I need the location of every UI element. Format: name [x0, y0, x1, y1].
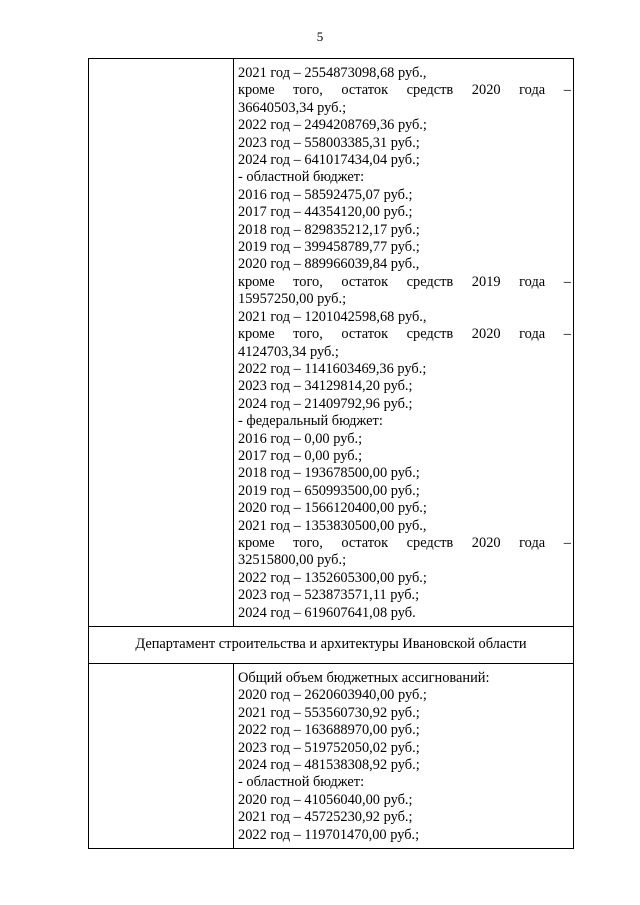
word: – — [563, 534, 571, 551]
text-line: 2020 год – 889966039,84 руб., — [238, 256, 420, 273]
word: кроме — [238, 534, 275, 551]
text-line: 2022 год – 1141603469,36 руб.; — [238, 360, 427, 377]
text-line: 2020 год – 2620603940,00 руб.; — [238, 687, 427, 704]
text-line: 2022 год – 1352605300,00 руб.; — [238, 569, 427, 586]
section-header-row — [89, 627, 574, 664]
text-line: 2019 год – 650993500,00 руб.; — [238, 482, 420, 499]
word: остаток — [341, 326, 389, 343]
budget-table — [88, 58, 574, 849]
funding-cell-2 — [234, 664, 574, 849]
word: – — [563, 273, 571, 290]
word: кроме — [238, 273, 275, 290]
word: 2020 — [471, 534, 501, 551]
text-line: 2021 год – 1353830500,00 руб., — [238, 517, 427, 534]
text-line: 2022 год – 163688970,00 руб.; — [238, 722, 420, 739]
justified-text-line — [238, 82, 571, 99]
word: остаток — [341, 273, 389, 290]
word: кроме — [238, 82, 275, 99]
text-line: 2021 год – 45725230,92 руб.; — [238, 809, 413, 826]
word: средств — [406, 326, 454, 343]
word: средств — [406, 534, 454, 551]
word: кроме — [238, 326, 275, 343]
word: средств — [406, 273, 454, 290]
text-line: 2023 год – 519752050,02 руб.; — [238, 739, 420, 756]
empty-left-cell — [89, 664, 234, 849]
word: того, — [293, 326, 323, 343]
section-header: Департамент строительства и архитектуры Ивановской области — [89, 627, 574, 664]
word: средств — [406, 82, 454, 99]
text-line: 2017 год – 0,00 руб.; — [238, 447, 363, 464]
text-line: 2024 год – 619607641,08 руб. — [238, 604, 416, 621]
word: того, — [293, 534, 323, 551]
text-line: 2021 год – 553560730,92 руб.; — [238, 704, 420, 721]
text-line: Общий объем бюджетных ассигнований: — [238, 670, 490, 686]
text-line: 2019 год – 399458789,77 руб.; — [238, 239, 420, 256]
justified-text-line — [238, 535, 571, 552]
word: того, — [293, 273, 323, 290]
word: 2019 — [471, 273, 501, 290]
table-row — [89, 59, 574, 627]
text-line: 32515800,00 руб.; — [238, 552, 347, 569]
text-line: 2016 год – 0,00 руб.; — [238, 430, 363, 447]
text-line: 36640503,34 руб.; — [238, 99, 347, 116]
text-line: 15957250,00 руб.; — [238, 291, 347, 308]
justified-text-line — [238, 326, 571, 343]
page-number: 5 — [316, 29, 324, 44]
text-line: 2022 год – 119701470,00 руб.; — [238, 826, 420, 843]
justified-text-line — [238, 274, 571, 291]
text-line: 2021 год – 2554873098,68 руб., — [238, 65, 427, 81]
text-line: 2016 год – 58592475,07 руб.; — [238, 186, 413, 203]
word: остаток — [341, 82, 389, 99]
word: остаток — [341, 534, 389, 551]
funding-cell-1 — [234, 59, 574, 627]
word: года — [519, 273, 546, 290]
text-line: 2022 год – 2494208769,36 руб.; — [238, 117, 427, 134]
text-line: 2024 год – 641017434,04 руб.; — [238, 152, 420, 169]
text-line: 2023 год – 558003385,31 руб.; — [238, 134, 420, 151]
text-line: - областной бюджет: — [238, 774, 365, 791]
word: 2020 — [471, 326, 501, 343]
text-line: 2018 год – 829835212,17 руб.; — [238, 221, 420, 238]
text-line: 2023 год – 523873571,11 руб.; — [238, 587, 420, 604]
word: 2020 — [471, 82, 501, 99]
table-row — [89, 664, 574, 849]
text-line: 4124703,34 руб.; — [238, 343, 339, 360]
text-line: 2021 год – 1201042598,68 руб., — [238, 308, 427, 325]
word: года — [519, 534, 546, 551]
text-line: - областной бюджет: — [238, 169, 365, 186]
text-line: 2017 год – 44354120,00 руб.; — [238, 204, 413, 221]
text-line: 2020 год – 41056040,00 руб.; — [238, 791, 413, 808]
word: года — [519, 326, 546, 343]
text-line: - федеральный бюджет: — [238, 413, 383, 430]
text-line: 2020 год – 1566120400,00 руб.; — [238, 500, 427, 517]
text-line: 2024 год – 481538308,92 руб.; — [238, 757, 420, 774]
text-line: 2024 год – 21409792,96 руб.; — [238, 395, 413, 412]
text-line: 2018 год – 193678500,00 руб.; — [238, 465, 420, 482]
word: того, — [293, 82, 323, 99]
text-line: 2023 год – 34129814,20 руб.; — [238, 378, 413, 395]
word: – — [563, 82, 571, 99]
empty-left-cell — [89, 59, 234, 627]
word: – — [563, 326, 571, 343]
word: года — [519, 82, 546, 99]
